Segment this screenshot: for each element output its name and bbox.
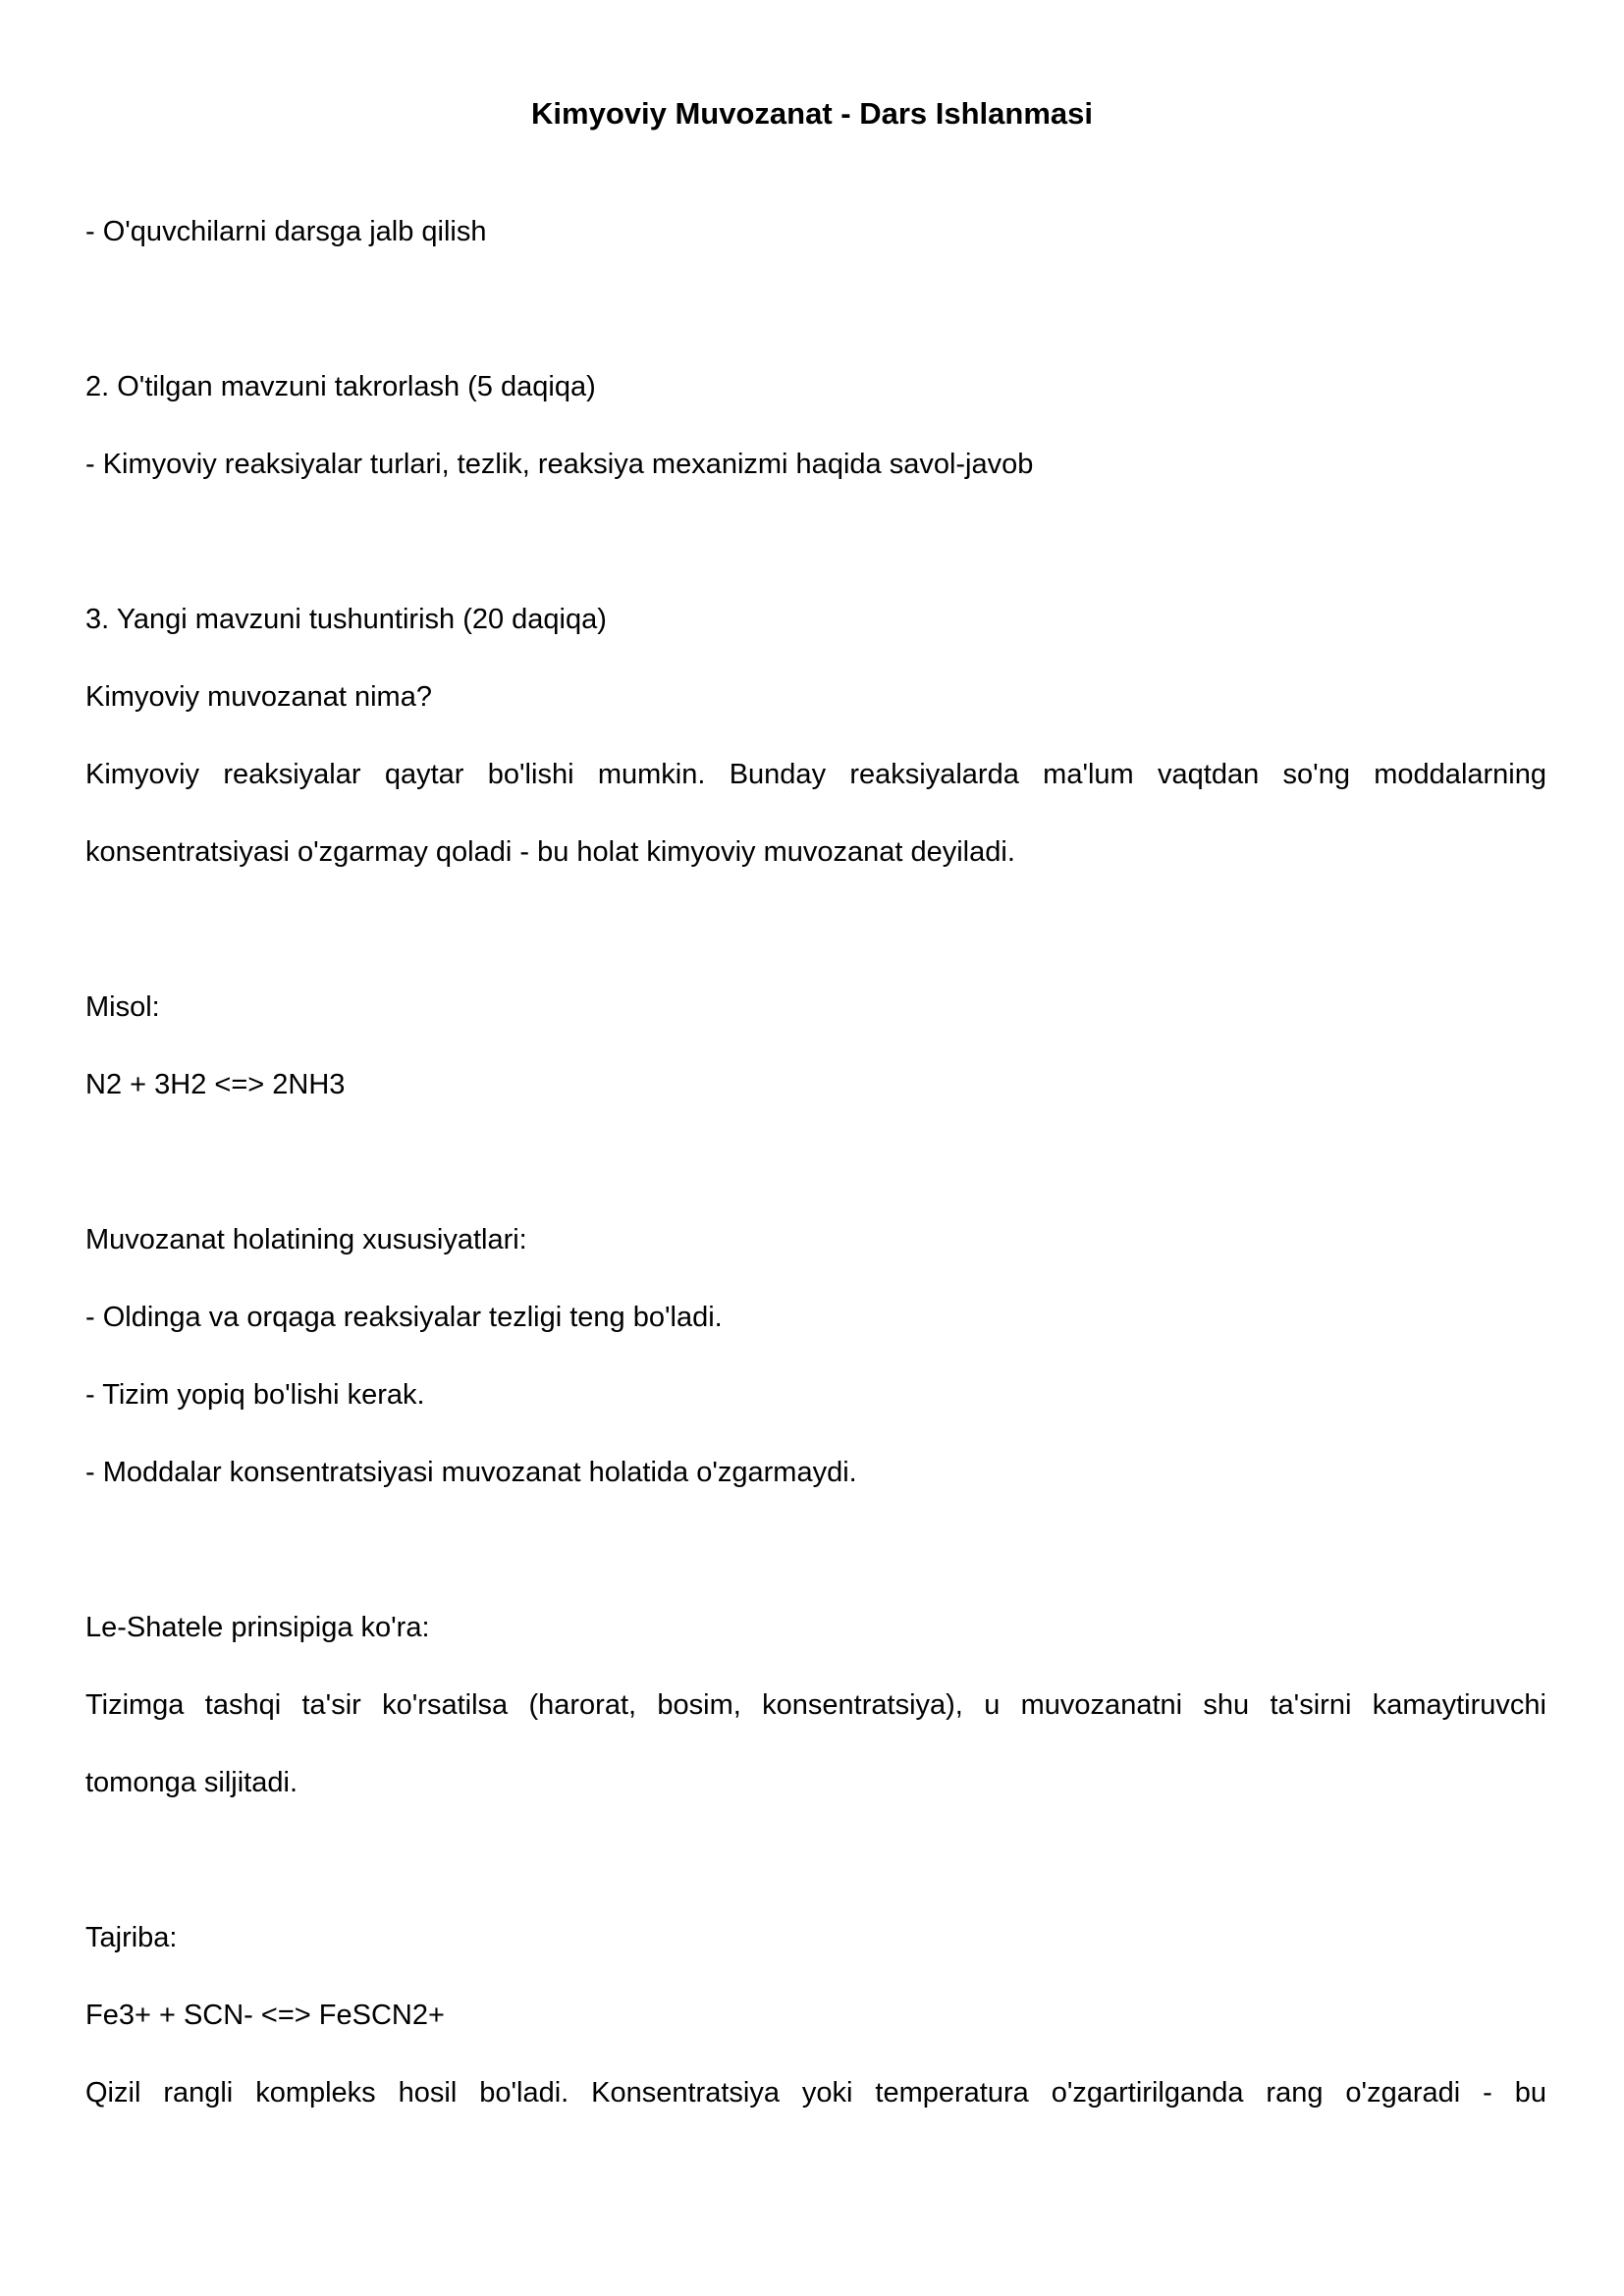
property-item: - Tizim yopiq bo'lishi kerak.: [85, 1379, 425, 1411]
example-equation: N2 + 3H2 <=> 2NH3: [85, 1069, 346, 1100]
properties-heading: Muvozanat holatining xususiyatlari:: [85, 1224, 527, 1255]
section-review-heading: 2. O'tilgan mavzuni takrorlash (5 daqiqa): [85, 371, 596, 402]
property-item: - Oldinga va orqaga reaksiyalar tezligi teng bo'ladi.: [85, 1302, 723, 1333]
experiment-equation: Fe3+ + SCN- <=> FeSCN2+: [85, 2000, 445, 2031]
experiment-description-line: Qizil rangli kompleks hosil bo'ladi. Konsentratsiya yoki temperatura o'zgartirilganda rang o'zgaradi - bu: [85, 2077, 1546, 2109]
engagement-line: - O'quvchilarni darsga jalb qilish: [85, 216, 487, 247]
equilibrium-question: Kimyoviy muvozanat nima?: [85, 681, 432, 713]
equilibrium-definition-line-1: Kimyoviy reaksiyalar qaytar bo'lishi mumkin. Bunday reaksiyalarda ma'lum vaqtdan so'ng moddalarning: [85, 759, 1546, 790]
le-chatelier-heading: Le-Shatele prinsipiga ko'ra:: [85, 1612, 430, 1643]
le-chatelier-text-line-2: tomonga siljitadi.: [85, 1767, 298, 1798]
experiment-label: Tajriba:: [85, 1922, 178, 1953]
section-new-topic-heading: 3. Yangi mavzuni tushuntirish (20 daqiqa): [85, 604, 607, 635]
le-chatelier-text-line-1: Tizimga tashqi ta'sir ko'rsatilsa (harorat, bosim, konsentratsiya), u muvozanatni shu ta'sirni kamaytiruvchi: [85, 1689, 1546, 1721]
property-item: - Moddalar konsentratsiyasi muvozanat holatida o'zgarmaydi.: [85, 1457, 857, 1488]
equilibrium-definition-line-2: konsentratsiyasi o'zgarmay qoladi - bu holat kimyoviy muvozanat deyiladi.: [85, 836, 1015, 868]
example-label: Misol:: [85, 991, 160, 1023]
review-questions-line: - Kimyoviy reaksiyalar turlari, tezlik, reaksiya mexanizmi haqida savol-javob: [85, 449, 1034, 480]
document-title: Kimyoviy Muvozanat - Dars Ishlanmasi: [531, 96, 1093, 131]
